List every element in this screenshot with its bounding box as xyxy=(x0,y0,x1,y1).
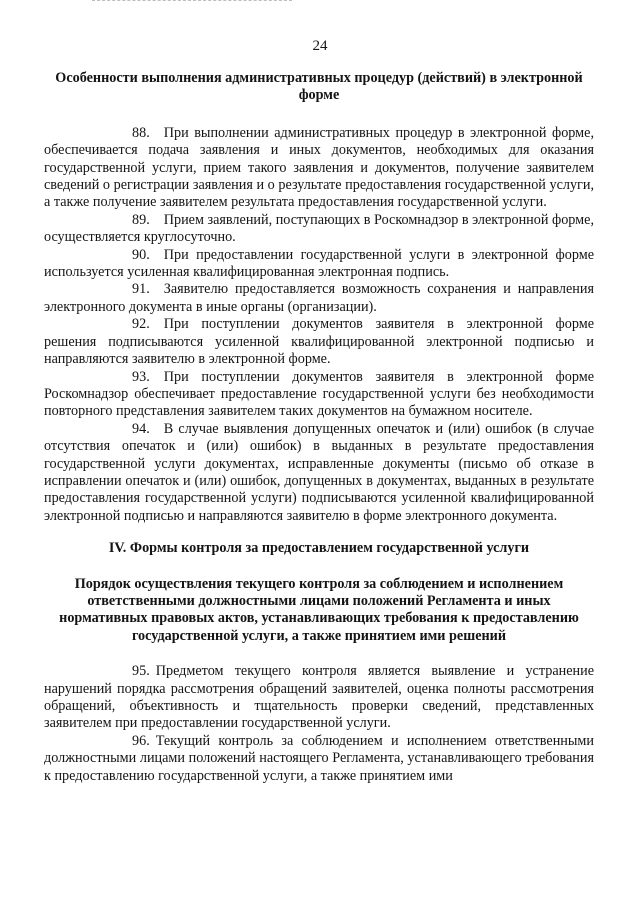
paragraph-number: 95. xyxy=(132,663,150,680)
paragraph-text: Заявителю предоставляется возможность сохранения и направления электронного документа в иные органы (организации). xyxy=(44,281,594,315)
paragraph-94 xyxy=(44,421,594,525)
paragraph-number: 90. xyxy=(132,246,150,263)
paragraph-text: При поступлении документов заявителя в электронной форме Роскомнадзор обеспечивает предоставление государственной услуги без необходимости повторного представления заявителем таких документов на бумажном носителе. xyxy=(44,368,594,420)
paragraph-number: 92. xyxy=(132,316,150,333)
paragraph-text: Предметом текущего контроля является выявление и устранение нарушений порядка рассмотрения обращений заявителей, оценка полноты рассмотрения обращений, объективность и тщательность проверки сведений, представленных заявителем при предоставлении государственной услуги. xyxy=(44,663,594,732)
paragraph-95 xyxy=(44,663,594,733)
paragraph-text: При предоставлении государственной услуги в электронной форме используется усиленная квалифицированная электронная подпись. xyxy=(44,246,594,281)
paragraph-text: В случае выявления допущенных опечаток и (или) ошибок (в случае отсутствия опечаток и (или) ошибок) в выданных в результате предоставления государственной услуги документах, исправленные документы (письмо об отказе в исправлении опечаток и (или) ошибок, допущенных в документах, выданных в результате предоставления государственной услуги) подписываются усиленной квалифицированной электронной подписью и направляются заявителю в форме электронного документа. xyxy=(44,420,594,524)
section-electronic-paragraphs xyxy=(44,125,594,525)
section-control-paragraphs xyxy=(44,663,594,785)
paragraph-text: При выполнении административных процедур в электронной форме, обеспечивается подача заявления и иных документов, необходимых для оказания государственной услуги, прием такого заявления и документов, получение заявителем сведений о регистрации заявления и о результате предоставления государственной услуги, а также получение заявителем результата предоставления государственной услуги. xyxy=(44,124,594,211)
paragraph-number: 94. xyxy=(132,420,150,437)
paragraph-number: 96. xyxy=(132,732,150,749)
section-heading-current-control: Порядок осуществления текущего контроля за соблюдением и исполнением ответственными должностными лицами положений Регламента и иных нормативных правовых актов, устанавливающих требования к предоставлению государственной услуги, а также принятием ими решений xyxy=(59,575,579,644)
paragraph-88 xyxy=(44,125,594,212)
paragraph-89 xyxy=(44,212,594,247)
paragraph-text: При поступлении документов заявителя в электронной форме решения подписываются усиленной квалифицированной электронной подписью и направляются заявителю в электронной форме. xyxy=(44,316,594,368)
paragraph-number: 91. xyxy=(132,281,150,298)
paragraph-number: 89. xyxy=(132,211,150,228)
paragraph-96 xyxy=(44,733,594,785)
paragraph-number: 93. xyxy=(132,368,150,385)
paragraph-number: 88. xyxy=(132,124,150,141)
paragraph-91 xyxy=(44,281,594,316)
document-body xyxy=(44,70,594,785)
top-scan-rule xyxy=(92,0,292,3)
section-heading-control-forms: IV. Формы контроля за предоставлением государственной услуги xyxy=(108,540,530,557)
paragraph-text: Текущий контроль за соблюдением и исполнением ответственными должностными лицами положений настоящего Регламента, устанавливающего требования к предоставлению государственной услуги, а также принятием ими xyxy=(44,732,594,784)
paragraph-92 xyxy=(44,316,594,368)
section-heading-electronic: Особенности выполнения административных процедур (действий) в электронной форме xyxy=(55,70,583,104)
page-number: 24 xyxy=(312,38,328,54)
paragraph-90 xyxy=(44,247,594,282)
paragraph-text: Прием заявлений, поступающих в Роскомнадзор в электронной форме, осуществляется круглосуточно. xyxy=(44,211,594,246)
paragraph-93 xyxy=(44,369,594,421)
